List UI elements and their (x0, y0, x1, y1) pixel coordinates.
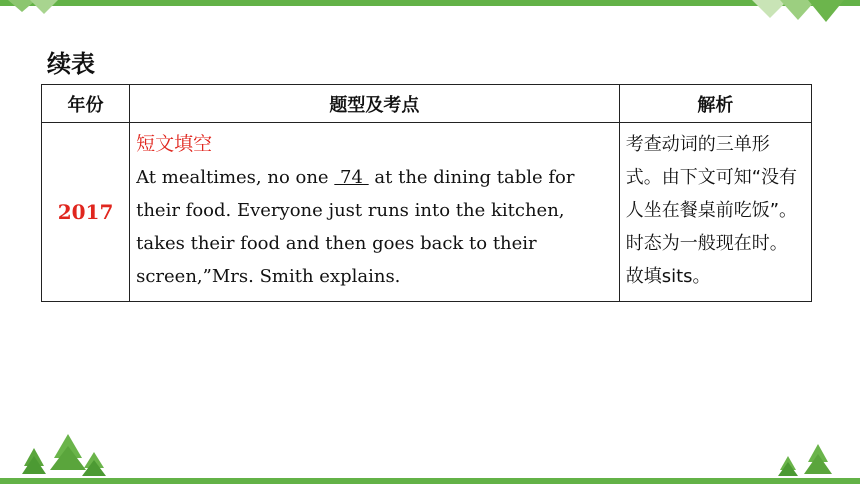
analysis-cell: 考查动词的三单形式。由下文可知“没有人坐在餐桌前吃饭”。时态为一般现在时。故填sits。 (619, 123, 811, 302)
bottom-green-bar (0, 478, 860, 484)
passage-text (136, 161, 613, 293)
header-question-type: 题型及考点 (130, 85, 620, 123)
header-year: 年份 (42, 85, 130, 123)
question-cell (130, 123, 620, 302)
table-row (42, 123, 812, 302)
passage-before-blank: At mealtimes, no one (136, 167, 335, 188)
year-cell: 2017 (42, 123, 130, 302)
page-title: 续表 (47, 50, 95, 78)
bottom-right-tree-decoration (772, 442, 842, 478)
table-header-row (42, 85, 812, 123)
passage-after-blank: at the dining table for their food. Everyone just runs into the kitchen, takes their food and then goes back to their screen,”Mrs. Smith explains. (136, 167, 575, 287)
blank-number: 74 (334, 167, 369, 188)
top-right-leaf-decoration (752, 0, 852, 24)
question-type-label: 短文填空 (136, 133, 213, 155)
top-left-leaf-decoration (8, 0, 68, 16)
top-green-bar (0, 0, 860, 6)
bottom-left-tree-decoration (20, 434, 110, 478)
exam-analysis-table (41, 84, 812, 302)
header-analysis: 解析 (619, 85, 811, 123)
